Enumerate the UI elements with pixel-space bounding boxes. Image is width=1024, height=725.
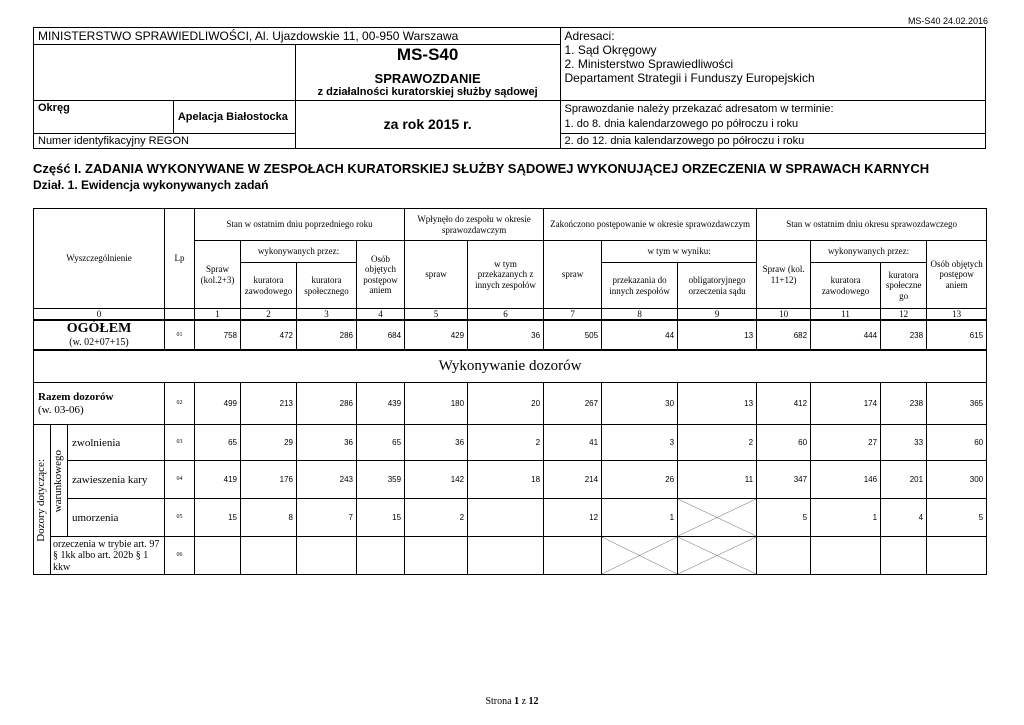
cell-col-3 bbox=[297, 537, 357, 575]
header-osob-end: Osób objętych postępow aniem bbox=[927, 241, 987, 309]
report-title: SPRAWOZDANIE bbox=[374, 71, 481, 86]
cell-col-1: 419 bbox=[195, 461, 241, 499]
cell-col-9: 11 bbox=[678, 461, 757, 499]
okreg-value: Apelacja Białostocka bbox=[173, 101, 295, 134]
section-title: Część I. ZADANIA WYKONYWANE W ZESPOŁACH KURATORSKIEJ SŁUŻBY SĄDOWEJ WYKONUJĄCEJ ORZECZENIA W SPRAWACH KARNYCH bbox=[33, 161, 930, 176]
cell-col-10: 347 bbox=[757, 461, 811, 499]
cell-col-3: 286 bbox=[297, 320, 357, 350]
cell-col-7: 267 bbox=[544, 383, 602, 425]
row-label: orzeczenia w trybie art. 97 § 1kk albo art. 202b § 1 kkw bbox=[51, 537, 165, 575]
cell-col-6: 36 bbox=[468, 320, 544, 350]
row-lp: 03 bbox=[165, 425, 195, 461]
cell-col-4: 65 bbox=[357, 425, 405, 461]
cell-col-4: 684 bbox=[357, 320, 405, 350]
col-number: 1 bbox=[195, 309, 241, 321]
row-label: OGÓŁEM bbox=[66, 321, 132, 337]
col-number: 5 bbox=[405, 309, 468, 321]
cell-col-4 bbox=[357, 537, 405, 575]
cell-col-1: 65 bbox=[195, 425, 241, 461]
report-title-box bbox=[295, 45, 560, 101]
cell-col-2: 8 bbox=[241, 499, 297, 537]
cell-col-12: 4 bbox=[881, 499, 927, 537]
cell-col-3: 7 bbox=[297, 499, 357, 537]
cell-col-3: 286 bbox=[297, 383, 357, 425]
cell-col-6: 18 bbox=[468, 461, 544, 499]
cell-col-1: 499 bbox=[195, 383, 241, 425]
crossed-out-cell bbox=[678, 537, 756, 574]
cell-col-10: 60 bbox=[757, 425, 811, 461]
cell-col-8: 44 bbox=[602, 320, 678, 350]
cell-col-4: 359 bbox=[357, 461, 405, 499]
header-wykonywanych-end: wykonywanych przez: bbox=[811, 241, 927, 263]
cell-col-7 bbox=[544, 537, 602, 575]
header-w-tym-wyniku: w tym w wyniku: bbox=[602, 241, 757, 263]
ministry-address: MINISTERSTWO SPRAWIEDLIWOŚCI, Al. Ujazdowskie 11, 00-950 Warszawa bbox=[34, 28, 561, 45]
col-number: 7 bbox=[544, 309, 602, 321]
cell-col-2: 472 bbox=[241, 320, 297, 350]
cell-col-8: 3 bbox=[602, 425, 678, 461]
col-number: 2 bbox=[241, 309, 297, 321]
header-stan-start: Stan w ostatnim dniu poprzedniego roku bbox=[195, 209, 405, 241]
col-number: 9 bbox=[678, 309, 757, 321]
col-number: 8 bbox=[602, 309, 678, 321]
header-wykonywanych: wykonywanych przez: bbox=[241, 241, 357, 263]
header-spraw-in: spraw bbox=[405, 241, 468, 309]
cell-col-6: 20 bbox=[468, 383, 544, 425]
cell-col-6: 2 bbox=[468, 425, 544, 461]
row-label: umorzenia bbox=[68, 499, 165, 537]
cell-col-13: 365 bbox=[927, 383, 987, 425]
cell-col-7: 505 bbox=[544, 320, 602, 350]
column-number-row bbox=[34, 309, 987, 321]
col-number: 10 bbox=[757, 309, 811, 321]
header-wplynelo: Wpłynęło do zespołu w okresie sprawozdawczym bbox=[405, 209, 544, 241]
cell-col-10: 412 bbox=[757, 383, 811, 425]
header-kuratora-spolecznego-end: kuratora społeczne go bbox=[881, 263, 927, 309]
cell-col-12: 201 bbox=[881, 461, 927, 499]
cell-col-4: 439 bbox=[357, 383, 405, 425]
cell-col-1: 758 bbox=[195, 320, 241, 350]
row-sublabel: (w. 03-06) bbox=[38, 403, 84, 416]
cell-col-10: 5 bbox=[757, 499, 811, 537]
row-lp: 06 bbox=[165, 537, 195, 575]
table-row-zawieszenia bbox=[34, 461, 987, 499]
form-code: MS-S40 bbox=[396, 45, 459, 64]
col-number: 4 bbox=[357, 309, 405, 321]
cell-col-5: 180 bbox=[405, 383, 468, 425]
header-osob: Osób objętych postępow aniem bbox=[357, 241, 405, 309]
header-sprawy-sum: Spraw (kol.2+3) bbox=[195, 241, 241, 309]
row-lp: 01 bbox=[165, 320, 195, 350]
row-lp: 05 bbox=[165, 499, 195, 537]
table-row-orzeczenia bbox=[34, 537, 987, 575]
cell-col-7: 41 bbox=[544, 425, 602, 461]
cell-col-5: 2 bbox=[405, 499, 468, 537]
row-lp: 02 bbox=[165, 383, 195, 425]
row-lp: 04 bbox=[165, 461, 195, 499]
col-number: 0 bbox=[34, 309, 165, 321]
header-wyszczegolnienie: Wyszczególnienie bbox=[34, 209, 165, 309]
header-kuratora-zawodowego-end: kuratora zawodowego bbox=[811, 263, 881, 309]
header-obligatoryjnego: obligatoryjnego orzeczenia sądu bbox=[678, 263, 757, 309]
cell-col-1: 15 bbox=[195, 499, 241, 537]
cell-col-9: 13 bbox=[678, 320, 757, 350]
form-id: MS-S40 24.02.2016 bbox=[907, 16, 988, 26]
cell-col-7: 214 bbox=[544, 461, 602, 499]
cell-col-13: 60 bbox=[927, 425, 987, 461]
header-kuratora-zawodowego: kuratora zawodowego bbox=[241, 263, 297, 309]
row-label: zawieszenia kary bbox=[68, 461, 165, 499]
header-sprawy-end: Spraw (kol. 11+12) bbox=[757, 241, 811, 309]
section-wykonywanie-dozorow: Wykonywanie dozorów bbox=[34, 350, 987, 383]
cell-col-3: 243 bbox=[297, 461, 357, 499]
col-number: 11 bbox=[811, 309, 881, 321]
col-number: 6 bbox=[468, 309, 544, 321]
cell-col-9: 2 bbox=[678, 425, 757, 461]
cell-col-6 bbox=[468, 537, 544, 575]
cell-col-2: 213 bbox=[241, 383, 297, 425]
cell-col-10 bbox=[757, 537, 811, 575]
page-total: 12 bbox=[528, 696, 539, 707]
table-row-ogolem bbox=[34, 320, 987, 350]
deadline-2: 2. do 12. dnia kalendarzowego po półroczu i roku bbox=[560, 133, 986, 148]
header-kuratora-spolecznego: kuratora społecznego bbox=[297, 263, 357, 309]
cell-col-12: 238 bbox=[881, 383, 927, 425]
cell-col-8: 26 bbox=[602, 461, 678, 499]
page-number: 1 bbox=[514, 696, 520, 707]
cell-col-11: 174 bbox=[811, 383, 881, 425]
cell-col-5: 429 bbox=[405, 320, 468, 350]
cell-col-8: 1 bbox=[602, 499, 678, 537]
cell-col-12: 33 bbox=[881, 425, 927, 461]
regon-label: Numer identyfikacyjny REGON bbox=[34, 133, 296, 148]
table-row-umorzenia bbox=[34, 499, 987, 537]
addressees: Adresaci: 1. Sąd Okręgowy 2. Ministerstwo Sprawiedliwości Departament Strategii i Funduszy Europejskich bbox=[560, 28, 986, 101]
header-lp: Lp bbox=[165, 209, 195, 309]
header-stan-end: Stan w ostatnim dniu okresu sprawozdawczego bbox=[757, 209, 987, 241]
row-label: zwolnienia bbox=[68, 425, 165, 461]
deadline-box: Sprawozdanie należy przekazać adresatom w terminie: 1. do 8. dnia kalendarzowego po półroczu i roku bbox=[560, 101, 986, 134]
cell-col-12 bbox=[881, 537, 927, 575]
header-zakonczono: Zakończono postępowanie w okresie sprawozdawczym bbox=[544, 209, 757, 241]
group-dozory: Dozory dotyczące: bbox=[34, 425, 51, 575]
col-number: 12 bbox=[881, 309, 927, 321]
cell-col-11 bbox=[811, 537, 881, 575]
cell-col-13: 5 bbox=[927, 499, 987, 537]
col-number: 3 bbox=[297, 309, 357, 321]
group-warunkowego: warunkowego bbox=[51, 425, 68, 537]
cell-col-5: 36 bbox=[405, 425, 468, 461]
cell-col-8 bbox=[602, 537, 678, 575]
table-row-razem bbox=[34, 383, 987, 425]
cell-col-2: 29 bbox=[241, 425, 297, 461]
table-row-zwolnienia bbox=[34, 425, 987, 461]
cell-col-9 bbox=[678, 537, 757, 575]
row-label: Razem dozorów bbox=[38, 391, 114, 404]
cell-col-8: 30 bbox=[602, 383, 678, 425]
page-footer: Strona 1 z 12 bbox=[485, 696, 539, 707]
cell-col-11: 27 bbox=[811, 425, 881, 461]
cell-col-13: 300 bbox=[927, 461, 987, 499]
col-number: 13 bbox=[927, 309, 987, 321]
cell-col-5: 142 bbox=[405, 461, 468, 499]
cell-col-10: 682 bbox=[757, 320, 811, 350]
okreg-label: Okręg bbox=[34, 101, 174, 134]
crossed-out-cell bbox=[602, 537, 677, 574]
cell-col-11: 146 bbox=[811, 461, 881, 499]
cell-col-2: 176 bbox=[241, 461, 297, 499]
cell-col-11: 1 bbox=[811, 499, 881, 537]
report-subtitle: z działalności kuratorskiej służby sądowej bbox=[317, 86, 538, 98]
header-przekazania: przekazania do innych zespołów bbox=[602, 263, 678, 309]
cell-col-13 bbox=[927, 537, 987, 575]
cell-col-9 bbox=[678, 499, 757, 537]
cell-col-2 bbox=[241, 537, 297, 575]
cell-col-4: 15 bbox=[357, 499, 405, 537]
cell-col-1 bbox=[195, 537, 241, 575]
cell-col-12: 238 bbox=[881, 320, 927, 350]
cell-col-3: 36 bbox=[297, 425, 357, 461]
header-spraw-out: spraw bbox=[544, 241, 602, 309]
evidence-table bbox=[33, 208, 987, 575]
cell-col-5 bbox=[405, 537, 468, 575]
cell-col-11: 444 bbox=[811, 320, 881, 350]
cell-col-13: 615 bbox=[927, 320, 987, 350]
row-sublabel: (w. 02+07+15) bbox=[69, 337, 129, 349]
report-year: za rok 2015 r. bbox=[295, 101, 560, 149]
header-w-tym-przekazanych: w tym przekazanych z innych zespołów bbox=[468, 241, 544, 309]
section-subtitle: Dział. 1. Ewidencja wykonywanych zadań bbox=[33, 178, 269, 192]
cell-col-6 bbox=[468, 499, 544, 537]
cell-col-9: 13 bbox=[678, 383, 757, 425]
cell-col-7: 12 bbox=[544, 499, 602, 537]
header-table bbox=[33, 27, 986, 149]
crossed-out-cell bbox=[678, 499, 756, 536]
